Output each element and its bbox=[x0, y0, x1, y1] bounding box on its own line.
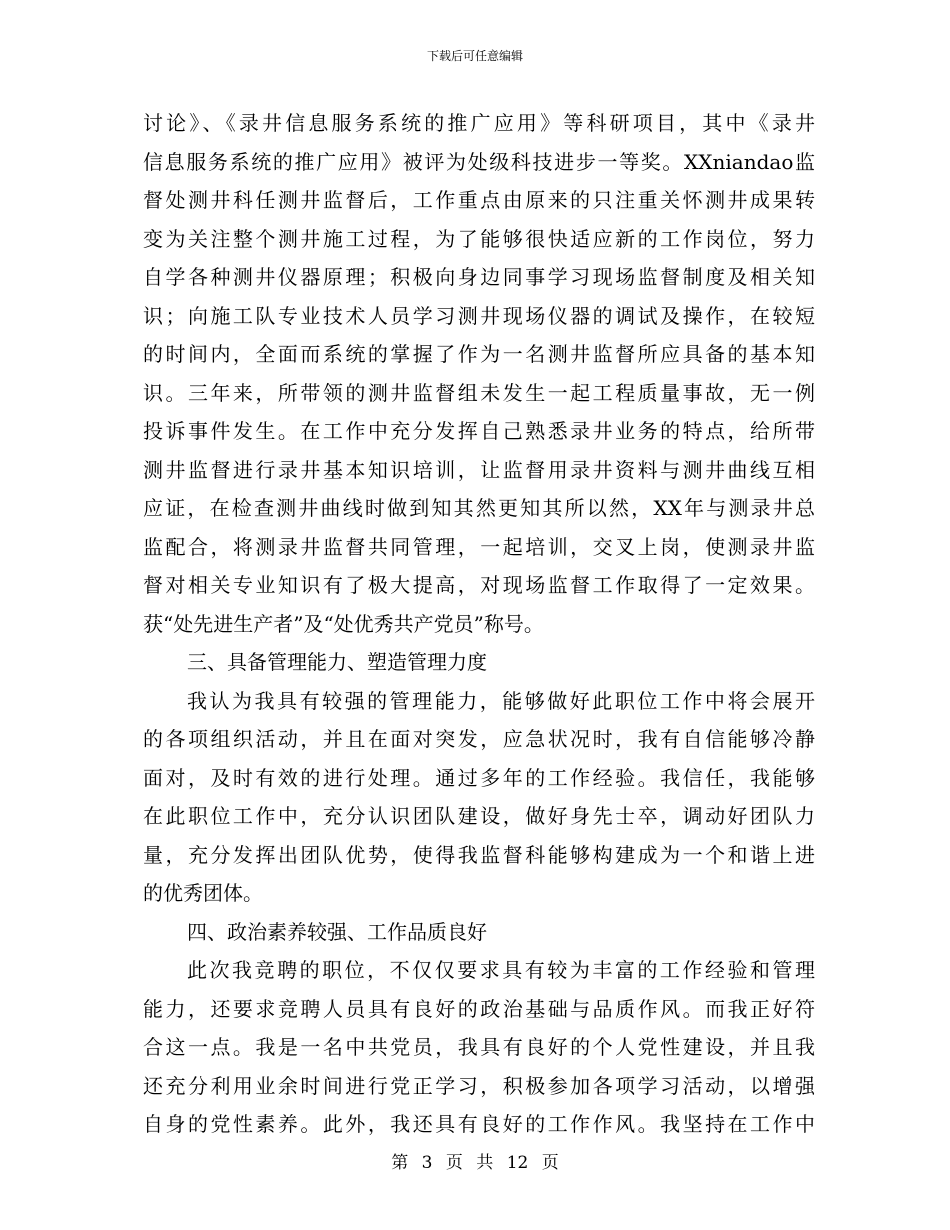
body-line: 识；向施工队专业技术人员学习测井现场仪器的调试及操作，在较短 bbox=[143, 303, 815, 328]
body-line: 的各项组织活动，并且在面对突发，应急状况时，我有自信能够冷静 bbox=[143, 727, 815, 751]
body-line: 识。三年来，所带领的测井监督组未发生一起工程质量事故，无一例 bbox=[143, 380, 815, 405]
document-body bbox=[143, 104, 815, 1144]
body-line: 的优秀团体。 bbox=[143, 881, 263, 905]
body-line: 获“处先进生产者”及“处优秀共产党员”称号。 bbox=[143, 611, 544, 636]
body-line: 自学各种测井仪器原理；积极向身边同事学习现场监督制度及相关知 bbox=[143, 265, 815, 289]
page-footer: 第 3 页 共 12 页 bbox=[391, 1153, 559, 1173]
body-line: 我认为我具有较强的管理能力，能够做好此职位工作中将会展开 bbox=[187, 688, 815, 713]
section-heading: 四、政治素养较强、工作品质良好 bbox=[187, 919, 487, 944]
body-line: 的时间内，全面而系统的掌握了作为一名测井监督所应具备的基本知 bbox=[143, 342, 815, 366]
body-line: 测井监督进行录井基本知识培训，让监督用录井资料与测井曲线互相 bbox=[143, 457, 815, 482]
body-line: 面对，及时有效的进行处理。通过多年的工作经验。我信任，我能够 bbox=[143, 765, 815, 790]
body-line: 变为关注整个测井施工过程，为了能够很快适应新的工作岗位，努力 bbox=[143, 226, 815, 251]
body-line: 应证，在检查测井曲线时做到知其然更知其所以然，XX年与测录井总 bbox=[143, 496, 815, 520]
body-line: 监配合，将测录井监督共同管理，一起培训，交叉上岗，使测录井监 bbox=[143, 534, 815, 559]
body-line: 督处测井科任测井监督后，工作重点由原来的只注重关怀测井成果转 bbox=[143, 188, 815, 212]
body-line: 量，充分发挥出团队优势，使得我监督科能够构建成为一个和谐上进 bbox=[143, 842, 815, 867]
body-line: 自身的党性素养。此外，我还具有良好的工作作风。我坚持在工作中 bbox=[143, 1112, 815, 1136]
section-heading: 三、具备管理能力、塑造管理力度 bbox=[187, 650, 487, 674]
body-line: 督对相关专业知识有了极大提高，对现场监督工作取得了一定效果。 bbox=[143, 573, 815, 597]
body-line: 投诉事件发生。在工作中充分发挥自己熟悉录井业务的特点，给所带 bbox=[143, 419, 815, 443]
body-line: 能力，还要求竞聘人员具有良好的政治基础与品质作风。而我正好符 bbox=[143, 996, 815, 1021]
body-line: 讨论》、《录井信息服务系统的推广应用》等科研项目，其中《录井 bbox=[143, 111, 815, 135]
body-line: 信息服务系统的推广应用》被评为处级科技进步一等奖。XXniandao监 bbox=[143, 149, 815, 174]
body-line: 合这一点。我是一名中共党员，我具有良好的个人党性建设，并且我 bbox=[143, 1035, 815, 1059]
body-line: 在此职位工作中，充分认识团队建设，做好身先士卒，调动好团队力 bbox=[143, 804, 815, 828]
body-line: 此次我竞聘的职位，不仅仅要求具有较为丰富的工作经验和管理 bbox=[187, 958, 815, 982]
page-header: 下载后可任意编辑 bbox=[426, 49, 523, 63]
body-line: 还充分利用业余时间进行党正学习，积极参加各项学习活动，以增强 bbox=[143, 1073, 815, 1098]
